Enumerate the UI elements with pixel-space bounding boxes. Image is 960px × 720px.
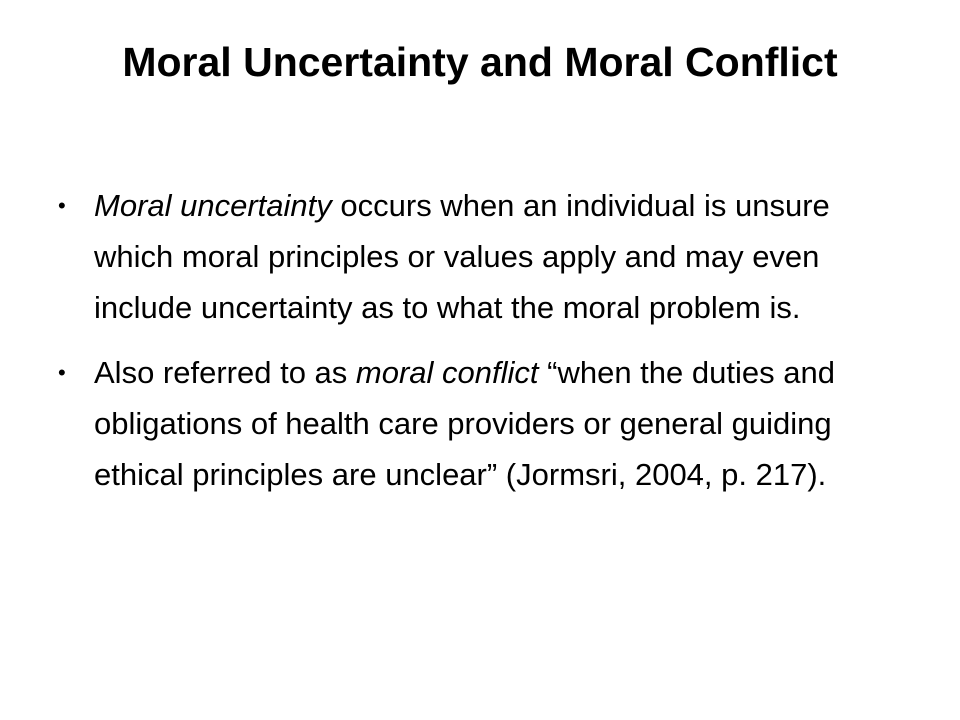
slide-title: Moral Uncertainty and Moral Conflict	[122, 39, 838, 85]
bullet-lead: Also referred to as	[94, 355, 356, 390]
bullet-term: moral conflict	[355, 355, 539, 390]
bullet-text: occurs when an individual is unsure which moral principles or values apply and may even include uncertainty as to what the moral problem is.	[94, 188, 830, 325]
bullet-text: “when the duties and obligations of health care providers or general guiding ethical principles are unclear” (Jormsri, 2004, p. 217).	[94, 355, 835, 492]
bullet-term: Moral uncertainty	[94, 188, 332, 223]
slide-content	[58, 180, 903, 514]
bullet-dot-icon: •	[58, 193, 66, 218]
bullet-item-moral-conflict	[58, 347, 903, 500]
bullet-item-moral-uncertainty	[58, 180, 903, 333]
bullet-dot-icon: •	[58, 360, 66, 385]
